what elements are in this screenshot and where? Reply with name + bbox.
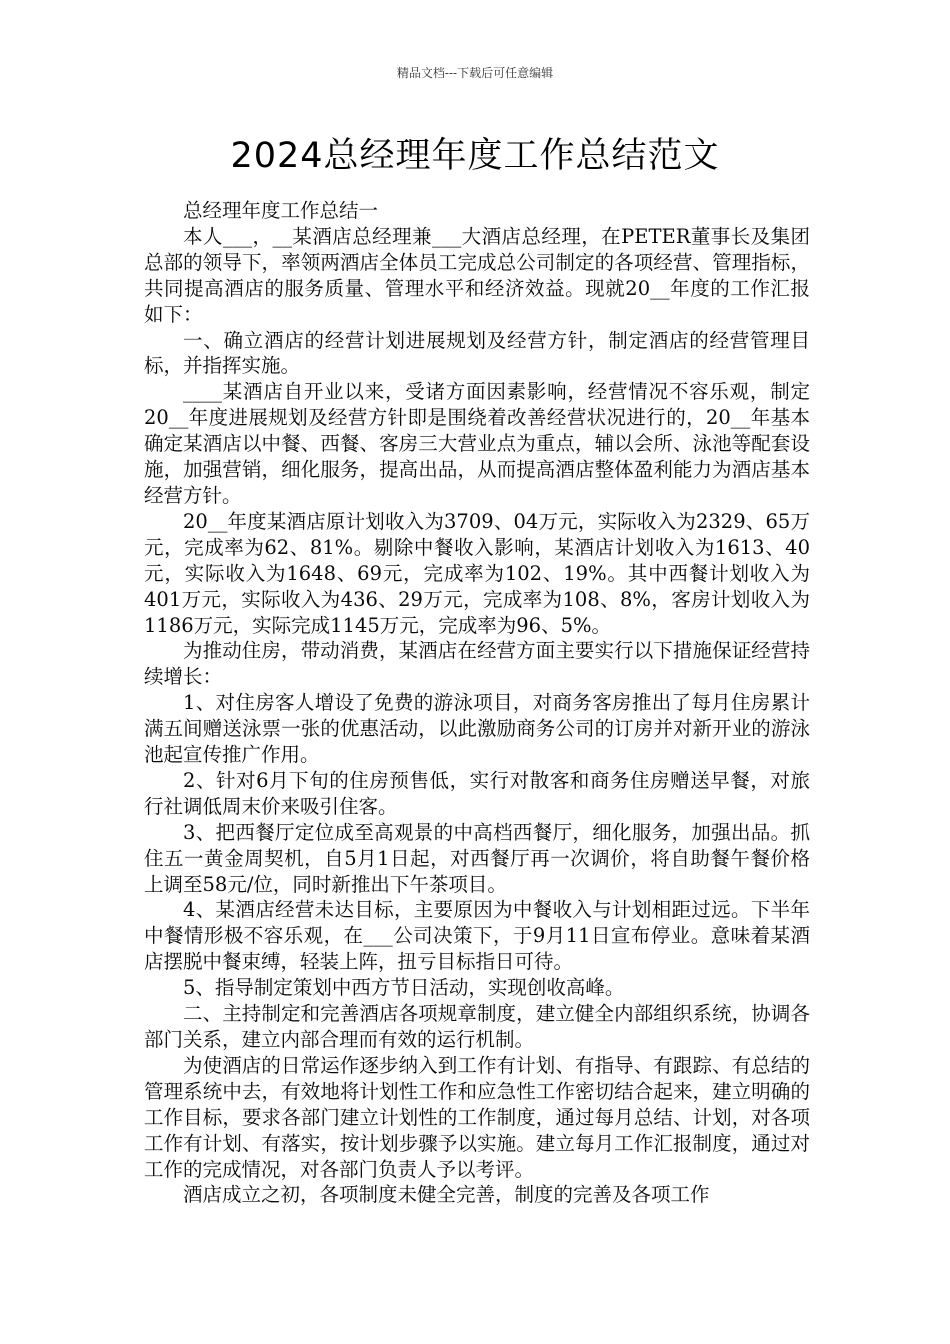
section-heading: 总经理年度工作总结一	[183, 199, 379, 222]
list-item: 5、指导制定策划中西方节日活动，实现创收高峰。	[183, 976, 625, 1000]
document-title: 2024总经理年度工作总结范文	[230, 136, 720, 176]
paragraph: 为推动住房，带动消费，某酒店在经营方面主要实行以下措施保证经营持续增长：	[144, 639, 810, 689]
paragraph: 酒店成立之初，各项制度未健全完善，制度的完善及各项工作	[183, 1183, 710, 1207]
list-item: 4、某酒店经营未达目标，主要原因为中餐收入与计划相距过远。下半年中餐情形极不容乐观，在___公司决策下，于9月11日宣布停业。意味着某酒店摆脱中餐束缚，轻装上阵，扭亏目标指日可待。	[144, 898, 810, 974]
list-item: 2、针对6月下旬的住房预售低，实行对散客和商务住房赠送早餐，对旅行社调低周末价来吸引住客。	[144, 768, 810, 818]
paragraph: 20__年度某酒店原计划收入为3709、04万元，实际收入为2329、65万元，完成率为62、81%。剔除中餐收入影响，某酒店计划收入为1613、40元，实际收入为1648、69元，完成率为102、19%。其中西餐计划收入为401万元，实际收入为436、29万元，完成率为108、8%，客房计划收入为1186万元，实际完成1145万元，完成率为96、5%。	[144, 509, 810, 637]
paragraph: 一、确立酒店的经营计划进展规划及经营方针，制定酒店的经营管理目标，并指挥实施。	[144, 328, 810, 378]
paragraph: 本人___，__某酒店总经理兼___大酒店总经理，在PETER董事长及集团总部的领导下，率领两酒店全体员工完成总公司制定的各项经营、管理指标，共同提高酒店的服务质量、管理水平和经济效益。现就20__年度的工作汇报如下：	[144, 224, 810, 326]
list-item: 1、对住房客人增设了免费的游泳项目，对商务客房推出了每月住房累计满五间赠送泳票一张的优惠活动，以此激励商务公司的订房并对新开业的游泳池起宣传推广作用。	[144, 691, 810, 767]
document-body	[144, 198, 810, 1208]
paragraph: 为使酒店的日常运作逐步纳入到工作有计划、有指导、有跟踪、有总结的管理系统中去，有效地将计划性工作和应急性工作密切结合起来，建立明确的工作目标，要求各部门建立计划性的工作制度，通过每月总结、计划，对各项工作有计划、有落实，按计划步骤予以实施。建立每月工作汇报制度，通过对工作的完成情况，对各部门负责人予以考评。	[144, 1053, 810, 1181]
paragraph: ____某酒店自开业以来，受诸方面因素影响，经营情况不容乐观，制定20__年度进展规划及经营方针即是围绕着改善经营状况进行的，20__年基本确定某酒店以中餐、西餐、客房三大营业点为重点，辅以会所、泳池等配套设施，加强营销，细化服务，提高出品，从而提高酒店整体盈利能力为酒店基本经营方针。	[144, 380, 810, 507]
page-header-note: 精品文档---下载后可任意编辑	[396, 66, 554, 80]
paragraph: 二、主持制定和完善酒店各项规章制度，建立健全内部组织系统，协调各部门关系，建立内部合理而有效的运行机制。	[144, 1002, 810, 1051]
list-item: 3、把西餐厅定位成至高观景的中高档西餐厅，细化服务，加强出品。抓住五一黄金周契机，自5月1日起，对西餐厅再一次调价，将自助餐午餐价格上调至58元/位，同时新推出下午茶项目。	[144, 820, 810, 896]
